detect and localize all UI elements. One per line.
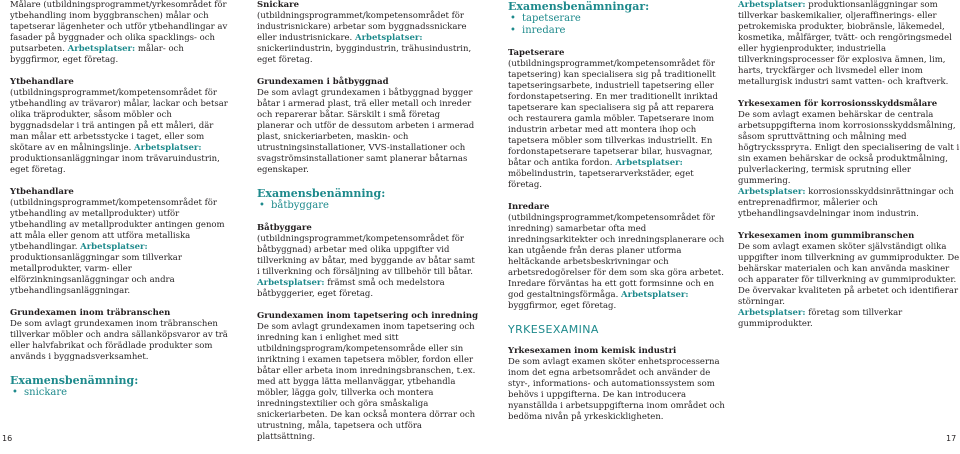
paragraph-snickare — [257, 0, 479, 66]
column-4 — [738, 0, 960, 341]
paragraph-kemisk-arbetsplatser — [738, 0, 960, 88]
paragraph-inredare — [508, 202, 730, 312]
paragraph-batbyggnad: De som avlagt grundexamen i båtbyggnad bygger båtar i armerad plast, trä eller metall och inreder och reparerar båtar. Särskilt i små företag planerar och utför de dessutom arbeten i armerad plast, snickeriarbeten, maskin- och utrustningsinstallationer, VVS-installationer och svagströmsinstallationer samt planerar båtarnas egenskaper. — [257, 88, 475, 175]
workplaces-text: produktionsanläggningar som tillverkar metallprodukter, varm- eller elförzinkningsanläggningar och andra ytbehandlingsanläggningar. — [10, 253, 182, 296]
section-title-yrkesexamina: YRKESEXAMINA — [508, 323, 599, 336]
text-tapetserare: (utbildningsprogrammet/kompetensområdet för tapetsering) kan specialisera sig på traditionellt tapetseringsarbete, industriell tapetsering eller fordonstapetsering. En mer traditionellt inriktad tapetserare kan specialisera sig på att reparera och restaurera gamla möbler. Tapetserare inom industrin arbetar med att montera ihop och tapetsera möbler som tillverkas industriellt. En fordonstapetserare tapetserar bilar, husvagnar, båtar och antika fordon. — [508, 59, 718, 168]
section-heading: Yrkesexamen för korrosionsskyddsmålare — [738, 99, 938, 109]
workplaces-label: Arbetsplatser: — [67, 44, 136, 54]
workplaces-label: Arbetsplatser: — [621, 290, 689, 300]
section-heading: Yrkesexamen inom gummibranschen — [738, 231, 915, 241]
text-snickare: (utbildningsprogrammet/kompetensområdet för industrisnickare) arbetar som byggnadssnickare eller industrisnickare. — [257, 11, 467, 43]
exam-name: inredare — [522, 25, 566, 36]
term-ytbehandlare: Ytbehandlare — [10, 77, 74, 87]
section-heading: Grundexamen inom träbranschen — [10, 308, 171, 318]
exam-name-item — [257, 200, 479, 212]
workplaces-label: Arbetsplatser: — [738, 187, 806, 197]
paragraph-ytbehandlare-metall — [10, 187, 232, 297]
paragraph-ytbehandlare-tra — [10, 77, 232, 176]
exam-name: snickare — [24, 387, 68, 398]
section-heading: Grundexamen inom tapetsering och inredning — [257, 311, 479, 321]
page-number-right: 17 — [946, 434, 957, 443]
workplaces-label: Arbetsplatser: — [354, 33, 423, 43]
term-tapetserare: Tapetserare — [508, 48, 565, 58]
column-1 — [10, 0, 232, 399]
heading-kemisk-industri — [508, 346, 730, 357]
workplaces-label: Arbetsplatser: — [738, 308, 806, 318]
paragraph-grundexamen-tra: De som avlagt grundexamen inom träbranschen tillverkar möbler och andra sällanköpsvaror av trä eller halvfabrikat och förädlade produkter som används i byggnadsverksamhet. — [10, 319, 228, 362]
text-malare: Målare (utbildningsprogrammet/yrkesområdet för ytbehandling inom byggbranschen) målar och tapetserar lägenheter och utför ytbehandlingar av fasader på byggnader och olika spacklings- och putsarbeten. — [10, 0, 228, 54]
workplaces-text: främst små och medelstora båtbyggerier, eget företag. — [257, 278, 445, 299]
workplaces-label: Arbetsplatser: — [80, 242, 148, 252]
exam-name-heading: Examensbenämning: — [257, 187, 386, 200]
exam-name: tapetserare — [522, 13, 581, 24]
exam-names-heading: Examensbenämningar: — [508, 0, 650, 13]
paragraph-gummibranschen-arbetsplatser — [738, 308, 960, 330]
paragraph-korrosionsskydd-arbetsplatser — [738, 187, 960, 220]
exam-name-item — [508, 25, 730, 37]
section-heading: Grundexamen i båtbyggnad — [257, 77, 389, 87]
workplaces-text: målar- och byggfirmor, eget företag. — [10, 44, 184, 65]
paragraph-korrosionsskydd: De som avlagt examen behärskar de centrala arbetsuppgifterna inom korrosionsskyddsmålning, såsom spruttvättning och målning med högtryckssprута. Enligt den specialisering de valt i sin examen behärskar de också produktmålning, pulverlackering, termisk sprutning eller gummering. — [738, 110, 960, 186]
term-snickare: Snickare — [257, 0, 300, 10]
heading-tapetsering — [257, 311, 479, 322]
bullet-icon: • — [12, 387, 18, 398]
text-batbyggare: (utbildningsprogrammet/kompetensområdet för båtbyggnad) arbetar med olika uppgifter vid tillverkning av båtar, med byggande av båtar samt i tillverkning och försäljning av tillbehör till båtar. — [257, 234, 475, 277]
bullet-icon: • — [510, 13, 516, 24]
workplaces-text: korrosionsskyddsinrättningar och entreprenadfirmor, målerier och ytbehandlingsavdelningar inom industrin. — [738, 187, 954, 219]
text-inredare: (utbildningsprogrammet/kompetensområdet för inredning) samarbetar ofta med inredningsarkitekter och inredningsplanerare och kan utgående från deras planer utforma heltäckande arbetsbeskrivningar och arbetsredogörelser för dem som ska göra arbetet. Inredare förväntas ha ett gott formsinne och en god gestaltningsförmåga. — [508, 213, 725, 300]
workplaces-text: företag som tillverkar gummiprodukter. — [738, 308, 903, 329]
column-2 — [257, 0, 479, 454]
exam-name-item — [10, 387, 232, 399]
heading-grundexamen-tra — [10, 308, 232, 319]
workplaces-label: Arbetsplatser: — [615, 158, 683, 168]
page-number-left: 16 — [2, 434, 13, 443]
bullet-icon: • — [259, 200, 265, 211]
column-3 — [508, 0, 730, 434]
workplaces-label: Arbetsplatser: — [257, 278, 325, 288]
exam-name: båtbyggare — [271, 200, 329, 211]
paragraph-malare — [10, 0, 232, 66]
workplaces-text: produktionsanläggningar inom trävaruindustrin, eget företag. — [10, 154, 220, 175]
text-ytbehandlare-metall: (utbildningsprogrammet/kompetensområdet för ytbehandling av metallprodukter) utför ytbehandling av metallprodukter antingen genom att måla eller genom att utföra metalliska ytbehandlingar. — [10, 198, 225, 252]
paragraph-kemisk-industri: De som avlagt examen sköter enhetsprocesserna inom det egna arbetsområdet och använder de styr-, informations- och automationssystem som behövs i uppgifterna. De kan introducera nyanställda i arbetsuppgifterna inom området och bedöma nivån på yrkeskickligheten. — [508, 357, 725, 422]
section-heading: Yrkesexamen inom kemisk industri — [508, 346, 677, 356]
heading-gummibranschen — [738, 231, 960, 242]
workplaces-label: Arbetsplatser: — [134, 143, 202, 153]
workplaces-text: byggfirmor, eget företag. — [508, 301, 617, 311]
exam-name-heading: Examensbenämning: — [10, 374, 139, 387]
workplaces-text: möbelindustrin, tapetserarverkstäder, eget företag. — [508, 169, 694, 190]
paragraph-tapetsering: De som avlagt grundexamen inom tapetsering och inredning kan i enlighet med sitt utbildningsprogram/kompetensområde eller sin inriktning i examen tapetsera möbler, fordon eller båtar eller arbeta inom inredningsbranschen, t.ex. med att bygga lätta mellanväggar, ytbehandla möbler, lägga golv, tillverka och montera inredningstextilier och göra småskaliga snickeriarbeten. De kan också montera dörrar och utrustning, måla, tapetsera och utföra plattsättning. — [257, 322, 476, 442]
workplaces-text: snickeriindustrin, byggindustrin, trähusindustrin, eget företag. — [257, 44, 472, 65]
workplaces-text: produktionsanläggningar som tillverkar baskemikalier, oljeraffinerings- eller petrokemiska produkter, biobränsle, läkemedel, kosmetika, målfärger, tvätt- och rengöringsmedel eller hygienprodukter, industriella tillverkningsprocesser för explosiva ämnen, lim, harts, tryckfärger och livsmedel eller inom metallurgisk industri samt vatten- och kraftverk. — [738, 0, 952, 87]
exam-name-item — [508, 13, 730, 25]
text-ytbehandlare-tra: (utbildningsprogrammet/kompetensområdet för ytbehandling av trävaror) målar, lackar och betsar olika träprodukter, såsom möbler och byggnadsdelar i trä antingen på ett måleri, där man målar ett arbetsstycke i taget, eller som skötare av en målningslinje. — [10, 88, 228, 153]
term-inredare: Inredare — [508, 202, 550, 212]
workplaces-label: Arbetsplatser: — [738, 0, 806, 10]
term-ytbehandlare: Ytbehandlare — [10, 187, 74, 197]
heading-korrosionsskydd — [738, 99, 960, 110]
paragraph-batbyggare — [257, 223, 479, 300]
heading-batbyggnad — [257, 77, 479, 88]
paragraph-tapetserare — [508, 48, 730, 191]
bullet-icon: • — [510, 25, 516, 36]
term-batbyggare: Båtbyggare — [257, 223, 312, 233]
paragraph-gummibranschen: De som avlagt examen sköter självständigt olika uppgifter inom tillverkning av gummiprodukter. De behärskar materialen och kan använda maskiner och apparater för tillverkning av gummiprodukter. De övervakar kvaliteten på arbetet och identifierar störningar. — [738, 242, 960, 307]
